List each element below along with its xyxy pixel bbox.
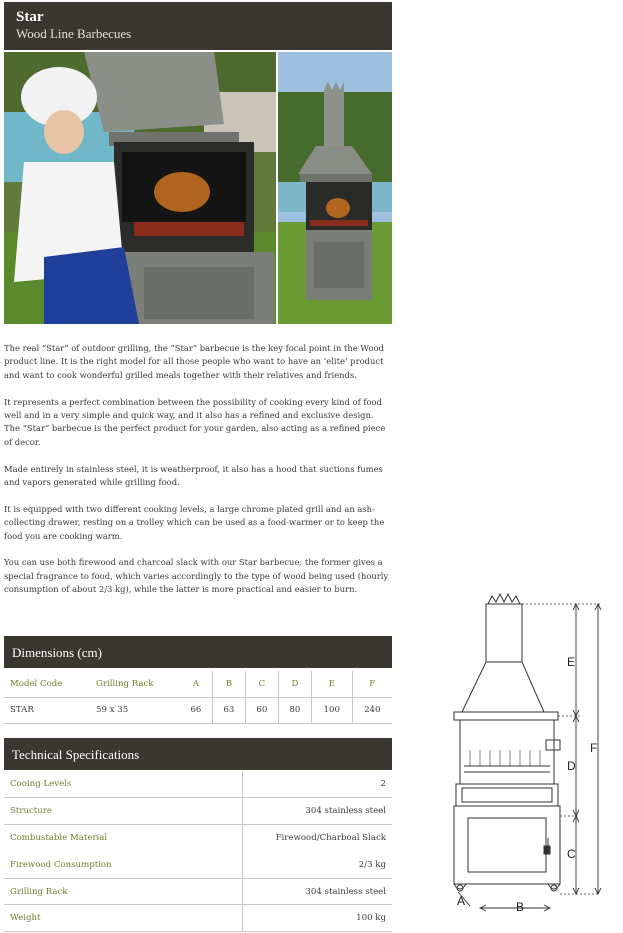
table-cell: 63 (212, 697, 245, 723)
table-cell: 60 (245, 697, 278, 723)
dimension-diagram (440, 590, 620, 920)
dimension-label-b: B (516, 900, 525, 914)
dimensions-section-header: Dimensions (cm) (4, 636, 392, 668)
spec-value: Firewood/Charboal Slack (242, 825, 392, 852)
table-row (4, 697, 392, 723)
table-cell: 80 (278, 697, 311, 723)
table-row (4, 825, 392, 852)
column-header: A (180, 671, 212, 697)
column-header: F (352, 671, 392, 697)
description-paragraph: It represents a perfect combination between the possibility of cooking every kind of food well and in a very simple and quick way, and it also has a refined and exclusive design. The “Star” barbecue is the perfect product for your garden, also acting as a refined piece of decor. (4, 396, 386, 447)
description-paragraph: It is equipped with two different cooking levels, a large chrome plated grill and an ash-collecting drawer, resting on a trolley which can be used as a food-warmer or to keep the food you are cooking warm. (4, 503, 385, 541)
dimension-label-e: E (567, 655, 576, 669)
description-paragraph: You can use both firewood and charcoal slack with our Star barbecue: the former gives a special fragrance to food, which varies accordingly to the type of wood being used (hourly consumption of about 2/3 kg), while the latter is more practical and easier to burn. (4, 557, 389, 595)
spec-label: Combustable Material (10, 833, 108, 844)
table-cell: 66 (180, 697, 212, 723)
table-row (4, 798, 392, 825)
product-subtitle: Wood Line Barbecues (16, 26, 132, 41)
spec-label: Grilling Rack (4, 878, 242, 905)
specs-table (4, 771, 392, 932)
spec-label: Weight (4, 905, 242, 932)
description-paragraph: Made entirely in stainless steel, it is weatherproof, it also has a hood that suctions fumes and vapors generated while grilling food. (4, 463, 383, 488)
barbecue-garden-photo (278, 52, 392, 324)
column-header: C (245, 671, 278, 697)
spec-value: 304 stainless steel (242, 798, 392, 825)
product-title: Star (16, 9, 44, 25)
spec-value: 304 stainless steel (242, 878, 392, 905)
chef-grilling-photo (4, 52, 276, 324)
column-header: B (212, 671, 245, 697)
table-header-row (4, 671, 392, 697)
column-header: Model Code (4, 671, 90, 697)
table-cell: 240 (352, 697, 392, 723)
table-cell: 100 (311, 697, 352, 723)
spec-label: Cooing Levels (4, 771, 242, 798)
dimension-label-f: F (590, 741, 598, 755)
table-row (4, 905, 392, 932)
dimensions-table (4, 671, 392, 724)
spec-value: 100 kg (242, 905, 392, 932)
spec-value: 2 (242, 771, 392, 798)
dimension-label-c: C (567, 847, 576, 861)
table-row (4, 771, 392, 798)
dimension-label-a: A (457, 894, 466, 908)
table-row (4, 851, 392, 878)
spec-value: 2/3 kg (242, 851, 392, 878)
description-paragraph: The real “Star” of outdoor grilling, the “Star” barbecue is the key focal point in the Wood product line. It is the right model for all those people who want to have an ‘elite’ product and want to cook wonderful grilled meals together with their relatives and friends. (4, 343, 384, 380)
product-description (4, 342, 392, 610)
table-row (4, 878, 392, 905)
table-cell: 59 x 35 (90, 697, 180, 723)
spec-label: Structure (4, 798, 242, 825)
column-header: E (311, 671, 352, 697)
column-header: D (278, 671, 311, 697)
table-cell: STAR (4, 697, 90, 723)
spec-label: Firewood Consumption (4, 851, 242, 878)
column-header: Grilling Rack (90, 671, 180, 697)
dimension-label-d: D (567, 759, 576, 773)
specs-section-header: Technical Specifications (4, 738, 392, 770)
product-header (4, 2, 392, 50)
